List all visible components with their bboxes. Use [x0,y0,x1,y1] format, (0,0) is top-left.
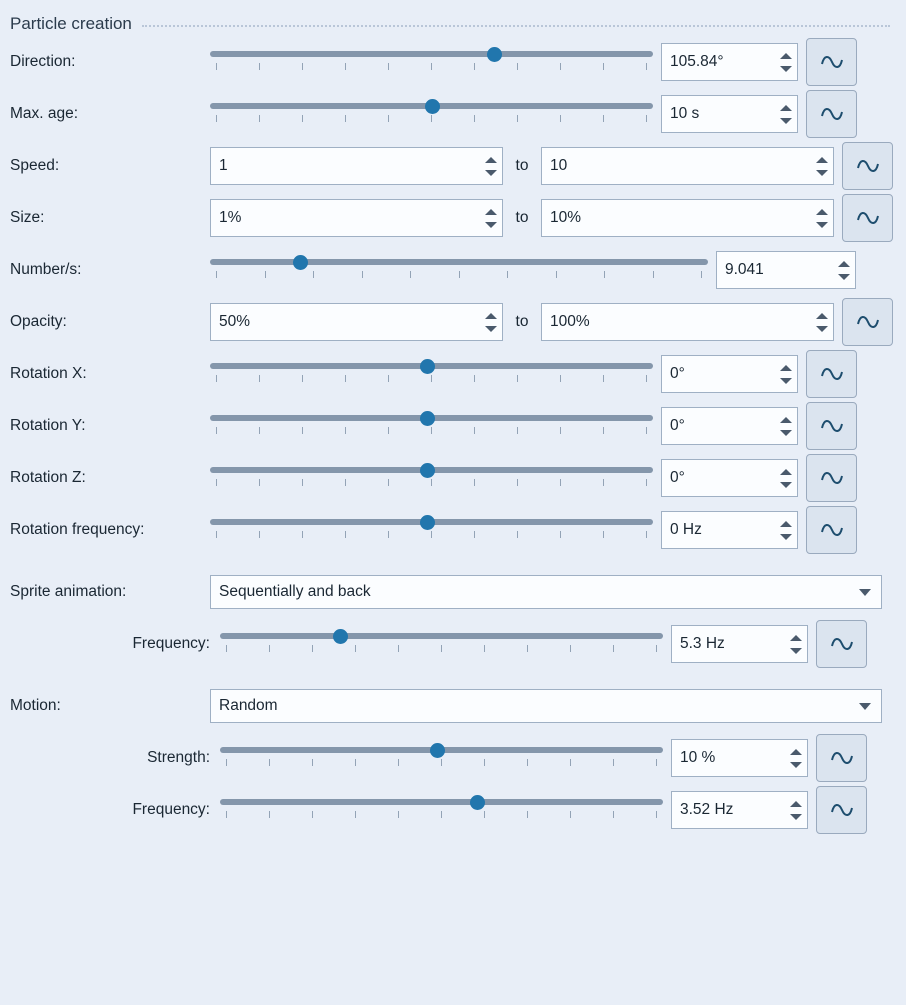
slider-handle[interactable] [470,795,485,810]
row-number-per-second [0,244,906,296]
input-rotation-x[interactable] [661,355,798,393]
group-header [0,0,906,36]
rotation-frequency-stepper[interactable] [780,512,793,548]
wave-icon [819,363,845,385]
slider-motion-frequency[interactable] [220,793,663,827]
spinner-down-icon[interactable] [816,170,828,176]
wave-icon-button-rotation-y[interactable] [806,402,857,450]
input-number-per-second-value: 9.041 [725,261,764,278]
input-rotation-z[interactable] [661,459,798,497]
label-rotation-frequency: Rotation frequency: [10,521,145,538]
input-size-min[interactable] [210,199,503,237]
slider-direction[interactable] [210,45,653,79]
wave-icon-button-rotation-frequency[interactable] [806,506,857,554]
input-rotation-x-value: 0° [670,365,685,382]
slider-ticks [210,115,653,123]
slider-rotation-x[interactable] [210,357,653,391]
row-max-age [0,88,906,140]
spinner-down-icon[interactable] [838,274,850,280]
slider-handle[interactable] [333,629,348,644]
wave-icon [829,633,855,655]
spinner-down-icon[interactable] [816,326,828,332]
input-number-per-second[interactable] [716,251,856,289]
input-sprite-frequency-value: 5.3 Hz [680,635,725,652]
input-rotation-frequency-value: 0 Hz [670,521,702,538]
label-motion: Motion: [10,697,61,714]
row-motion-frequency [0,784,906,836]
label-number-per-second: Number/s: [10,261,82,278]
spinner-up-icon[interactable] [780,53,792,59]
label-motion-frequency: Frequency: [132,801,210,818]
wave-icon-button-direction[interactable] [806,38,857,86]
input-direction-value: 105.84° [670,53,724,70]
wave-icon-button-size[interactable] [842,194,893,242]
label-to: to [515,209,529,226]
label-rotation-x: Rotation X: [10,365,87,382]
rotation-z-stepper[interactable] [780,460,793,496]
spinner-down-icon[interactable] [780,430,792,436]
spinner-up-icon[interactable] [485,157,497,163]
spinner-down-icon[interactable] [485,222,497,228]
label-direction: Direction: [10,53,76,70]
slider-handle[interactable] [425,99,440,114]
wave-icon [819,467,845,489]
max-age-stepper[interactable] [780,96,793,132]
spinner-up-icon[interactable] [780,521,792,527]
slider-ticks [220,759,663,767]
label-opacity: Opacity: [10,313,67,330]
input-max-age[interactable] [661,95,798,133]
wave-icon-button-opacity[interactable] [842,298,893,346]
row-rotation-y [0,400,906,452]
slider-number-per-second[interactable] [210,253,708,287]
select-sprite-animation-value: Sequentially and back [219,583,371,600]
wave-icon [819,103,845,125]
input-opacity-min[interactable] [210,303,503,341]
row-sprite-animation [0,566,906,618]
spinner-down-icon[interactable] [780,378,792,384]
input-size-min-value: 1% [219,209,242,226]
wave-icon-button-sprite-frequency[interactable] [816,620,867,668]
label-motion-strength: Strength: [147,749,210,766]
spinner-down-icon[interactable] [790,762,802,768]
row-sprite-frequency [0,618,906,670]
input-rotation-frequency[interactable] [661,511,798,549]
slider-handle[interactable] [487,47,502,62]
input-opacity-max-value: 100% [550,313,590,330]
wave-icon-button-motion-frequency[interactable] [816,786,867,834]
spinner-up-icon[interactable] [790,635,802,641]
opacity-max-stepper[interactable] [816,304,829,340]
slider-groove [220,799,663,805]
label-max-age: Max. age: [10,105,79,122]
motion-strength-stepper[interactable] [790,740,803,776]
spinner-up-icon[interactable] [485,209,497,215]
spinner-up-icon[interactable] [485,313,497,319]
select-motion-value: Random [219,697,278,714]
header-divider [142,25,890,28]
spinner-down-icon[interactable] [790,814,802,820]
slider-ticks [210,375,653,383]
input-max-age-value: 10 s [670,105,700,122]
wave-icon-button-max-age[interactable] [806,90,857,138]
input-speed-max[interactable] [541,147,834,185]
input-opacity-max[interactable] [541,303,834,341]
slider-ticks [210,271,708,279]
chevron-down-icon[interactable] [859,589,871,596]
spinner-down-icon[interactable] [485,170,497,176]
label-to: to [515,157,529,174]
wave-icon-button-speed[interactable] [842,142,893,190]
spinner-down-icon[interactable] [780,534,792,540]
input-motion-strength-value: 10 % [680,749,716,766]
spinner-up-icon[interactable] [816,313,828,319]
input-rotation-z-value: 0° [670,469,685,486]
rotation-x-stepper[interactable] [780,356,793,392]
wave-icon-button-rotation-x[interactable] [806,350,857,398]
input-motion-strength[interactable] [671,739,808,777]
input-speed-min-value: 1 [219,157,228,174]
slider-groove [220,633,663,639]
wave-icon-button-motion-strength[interactable] [816,734,867,782]
slider-handle[interactable] [420,359,435,374]
wave-icon [829,747,855,769]
slider-handle[interactable] [293,255,308,270]
spinner-up-icon[interactable] [780,469,792,475]
rotation-y-stepper[interactable] [780,408,793,444]
wave-icon [819,415,845,437]
label-sprite-frequency: Frequency: [132,635,210,652]
row-opacity [0,296,906,348]
wave-icon [819,519,845,541]
spinner-up-icon[interactable] [780,365,792,371]
select-sprite-animation[interactable] [210,575,882,609]
input-sprite-frequency[interactable] [671,625,808,663]
motion-frequency-stepper[interactable] [790,792,803,828]
slider-rotation-y[interactable] [210,409,653,443]
row-rotation-frequency [0,504,906,556]
input-speed-max-value: 10 [550,157,568,174]
row-rotation-x [0,348,906,400]
wave-icon [829,799,855,821]
spinner-down-icon[interactable] [780,66,792,72]
input-direction[interactable] [661,43,798,81]
size-min-stepper[interactable] [485,200,498,236]
slider-rotation-frequency[interactable] [210,513,653,547]
input-opacity-min-value: 50% [219,313,251,330]
slider-handle[interactable] [420,515,435,530]
slider-max-age[interactable] [210,97,653,131]
slider-handle[interactable] [430,743,445,758]
row-motion-strength [0,732,906,784]
wave-icon [855,155,881,177]
slider-handle[interactable] [420,411,435,426]
spinner-up-icon[interactable] [816,157,828,163]
input-rotation-y[interactable] [661,407,798,445]
wave-icon [855,207,881,229]
row-motion [0,680,906,732]
row-size [0,192,906,244]
spinner-up-icon[interactable] [816,209,828,215]
label-rotation-y: Rotation Y: [10,417,86,434]
opacity-min-stepper[interactable] [485,304,498,340]
slider-ticks [220,811,663,819]
row-direction [0,36,906,88]
spinner-up-icon[interactable] [838,261,850,267]
spinner-down-icon[interactable] [780,482,792,488]
spinner-down-icon[interactable] [816,222,828,228]
spinner-down-icon[interactable] [790,648,802,654]
label-sprite-animation: Sprite animation: [10,583,127,600]
page-title: Particle creation [10,14,132,33]
label-to: to [515,313,529,330]
spinner-up-icon[interactable] [790,749,802,755]
slider-ticks [210,531,653,539]
select-motion[interactable] [210,689,882,723]
number-per-second-stepper[interactable] [838,252,851,288]
slider-handle[interactable] [420,463,435,478]
input-speed-min[interactable] [210,147,503,185]
slider-ticks [210,427,653,435]
slider-ticks [210,63,653,71]
spacer [0,556,906,566]
input-motion-frequency[interactable] [671,791,808,829]
size-max-stepper[interactable] [816,200,829,236]
slider-motion-strength[interactable] [220,741,663,775]
input-rotation-y-value: 0° [670,417,685,434]
slider-groove [210,259,708,265]
slider-sprite-frequency[interactable] [220,627,663,661]
sprite-frequency-stepper[interactable] [790,626,803,662]
label-size: Size: [10,209,45,226]
slider-ticks [220,645,663,653]
input-size-max[interactable] [541,199,834,237]
slider-ticks [210,479,653,487]
speed-max-stepper[interactable] [816,148,829,184]
spacer [0,670,906,680]
slider-rotation-z[interactable] [210,461,653,495]
spinner-up-icon[interactable] [780,105,792,111]
row-speed [0,140,906,192]
spinner-down-icon[interactable] [780,118,792,124]
spinner-up-icon[interactable] [790,801,802,807]
speed-min-stepper[interactable] [485,148,498,184]
wave-icon [819,51,845,73]
input-size-max-value: 10% [550,209,582,226]
direction-stepper[interactable] [780,44,793,80]
row-rotation-z [0,452,906,504]
spinner-up-icon[interactable] [780,417,792,423]
wave-icon-button-rotation-z[interactable] [806,454,857,502]
input-motion-frequency-value: 3.52 Hz [680,801,734,818]
chevron-down-icon[interactable] [859,703,871,710]
label-rotation-z: Rotation Z: [10,469,86,486]
label-speed: Speed: [10,157,60,174]
wave-icon [855,311,881,333]
slider-groove [210,51,653,57]
spinner-down-icon[interactable] [485,326,497,332]
